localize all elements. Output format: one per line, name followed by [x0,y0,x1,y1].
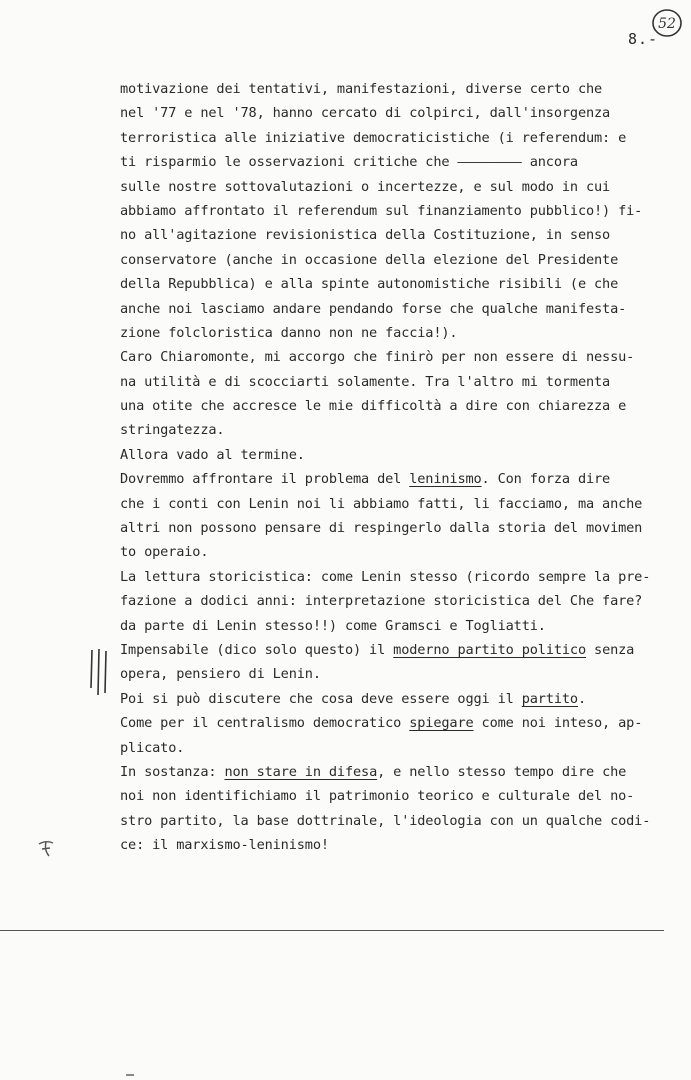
text-line-4-content: ti risparmio le osservazioni critiche che ———————— ancora [120,154,578,171]
text-line-5: sulle nostre sottovalutazioni o incertezze, e sul modo in cui [120,178,611,195]
text-line-24-b: senza [586,641,635,658]
text-line-13: na utilità e di scocciarti solamente. Tra l'altro mi tormenta [120,373,611,390]
text-line-17-b: . Con forza dire [481,471,611,488]
circled-folio-stamp [650,6,684,40]
text-line-30: noi non identifichiamo il patrimonio teorico e culturale del no- [120,788,635,805]
text-line-17 [120,467,665,491]
handwritten-margin-mark [36,838,58,860]
text-line-27-a: Come per il centralismo democratico [120,715,410,732]
underlined-partito: partito [521,690,578,707]
text-line-25: opera, pensiero di Lenin. [120,666,321,683]
text-line-6: abbiamo affrontato il referendum sul finanziamento pubblico!) fi- [120,202,643,219]
text-line-26-b: . [577,690,587,707]
underlined-moderno-partito: moderno partito politico [393,641,586,658]
text-line-3: terroristica alle iniziative democraticistiche (i referendum: e [120,129,627,146]
text-line-31: stro partito, la base dottrinale, l'ideologia con un qualche codi- [120,812,651,829]
text-line-28: plicato. [120,739,185,756]
text-line-20: to operaio. [120,544,209,561]
text-line-26 [120,687,665,711]
text-line-32: ce: il marxismo-leninismo! [120,837,329,854]
underlined-leninismo: leninismo [409,471,482,488]
text-line-29-b: , e nello stesso tempo dire che [377,763,627,780]
page-number: 8.- [628,30,659,48]
text-line-9: della Repubblica) e alla spinte autonomistiche risibili (e che [120,276,619,293]
text-line-4 [120,150,665,174]
bottom-mark [126,1074,134,1076]
text-line-10: anche noi lasciamo andare pendando forse che qualche manifesta- [120,300,627,317]
text-line-14: una otite che accresce le mie difficoltà a dire con chiarezza e [120,398,627,415]
text-line-23: da parte di Lenin stesso!!) come Gramsci e Togliatti. [120,617,546,634]
text-line-27 [120,711,665,735]
text-line-7: no all'agitazione revisionistica della Costituzione, in senso [120,227,611,244]
horizontal-rule [0,930,664,931]
text-line-12: Caro Chiaromonte, mi accorgo che finirò per non essere di nessu- [120,349,635,366]
text-line-11: zione folcloristica danno non ne faccia!). [120,324,458,341]
text-line-26-a: Poi si può discutere che cosa deve essere oggi il [120,690,522,707]
text-line-16: Allora vado al termine. [120,446,305,463]
text-line-24-a: Impensabile (dico solo questo) il [120,641,394,658]
text-line-24 [120,638,665,662]
text-line-19: altri non possono pensare di respingerlo dalla storia del movimen [120,520,643,537]
stamp-number: 52 [658,16,676,32]
underlined-non-stare: non stare in difesa [224,763,378,780]
letter-body [120,77,665,858]
text-line-27-b: come noi inteso, ap- [473,715,643,732]
text-line-17-a: Dovremmo affrontare il problema del [120,471,410,488]
text-line-2: nel '77 e nel '78, hanno cercato di colpirci, dall'insorgenza [120,105,611,122]
text-line-15: stringatezza. [120,422,225,439]
text-line-21: La lettura storicistica: come Lenin stesso (ricordo sempre la pre- [120,568,651,585]
text-line-18: che i conti con Lenin noi li abbiamo fatti, li facciamo, ma anche [120,495,643,512]
text-line-8: conservatore (anche in occasione della elezione del Presidente [120,251,619,268]
text-line-22: fazione a dodici anni: interpretazione storicistica del Che fare? [120,593,643,610]
underlined-spiegare: spiegare [409,715,474,732]
text-line-29 [120,760,665,784]
text-line-1: motivazione dei tentativi, manifestazioni, diverse certo che [120,81,603,97]
handwritten-margin-bars [88,648,114,698]
text-line-29-a: In sostanza: [120,763,225,780]
